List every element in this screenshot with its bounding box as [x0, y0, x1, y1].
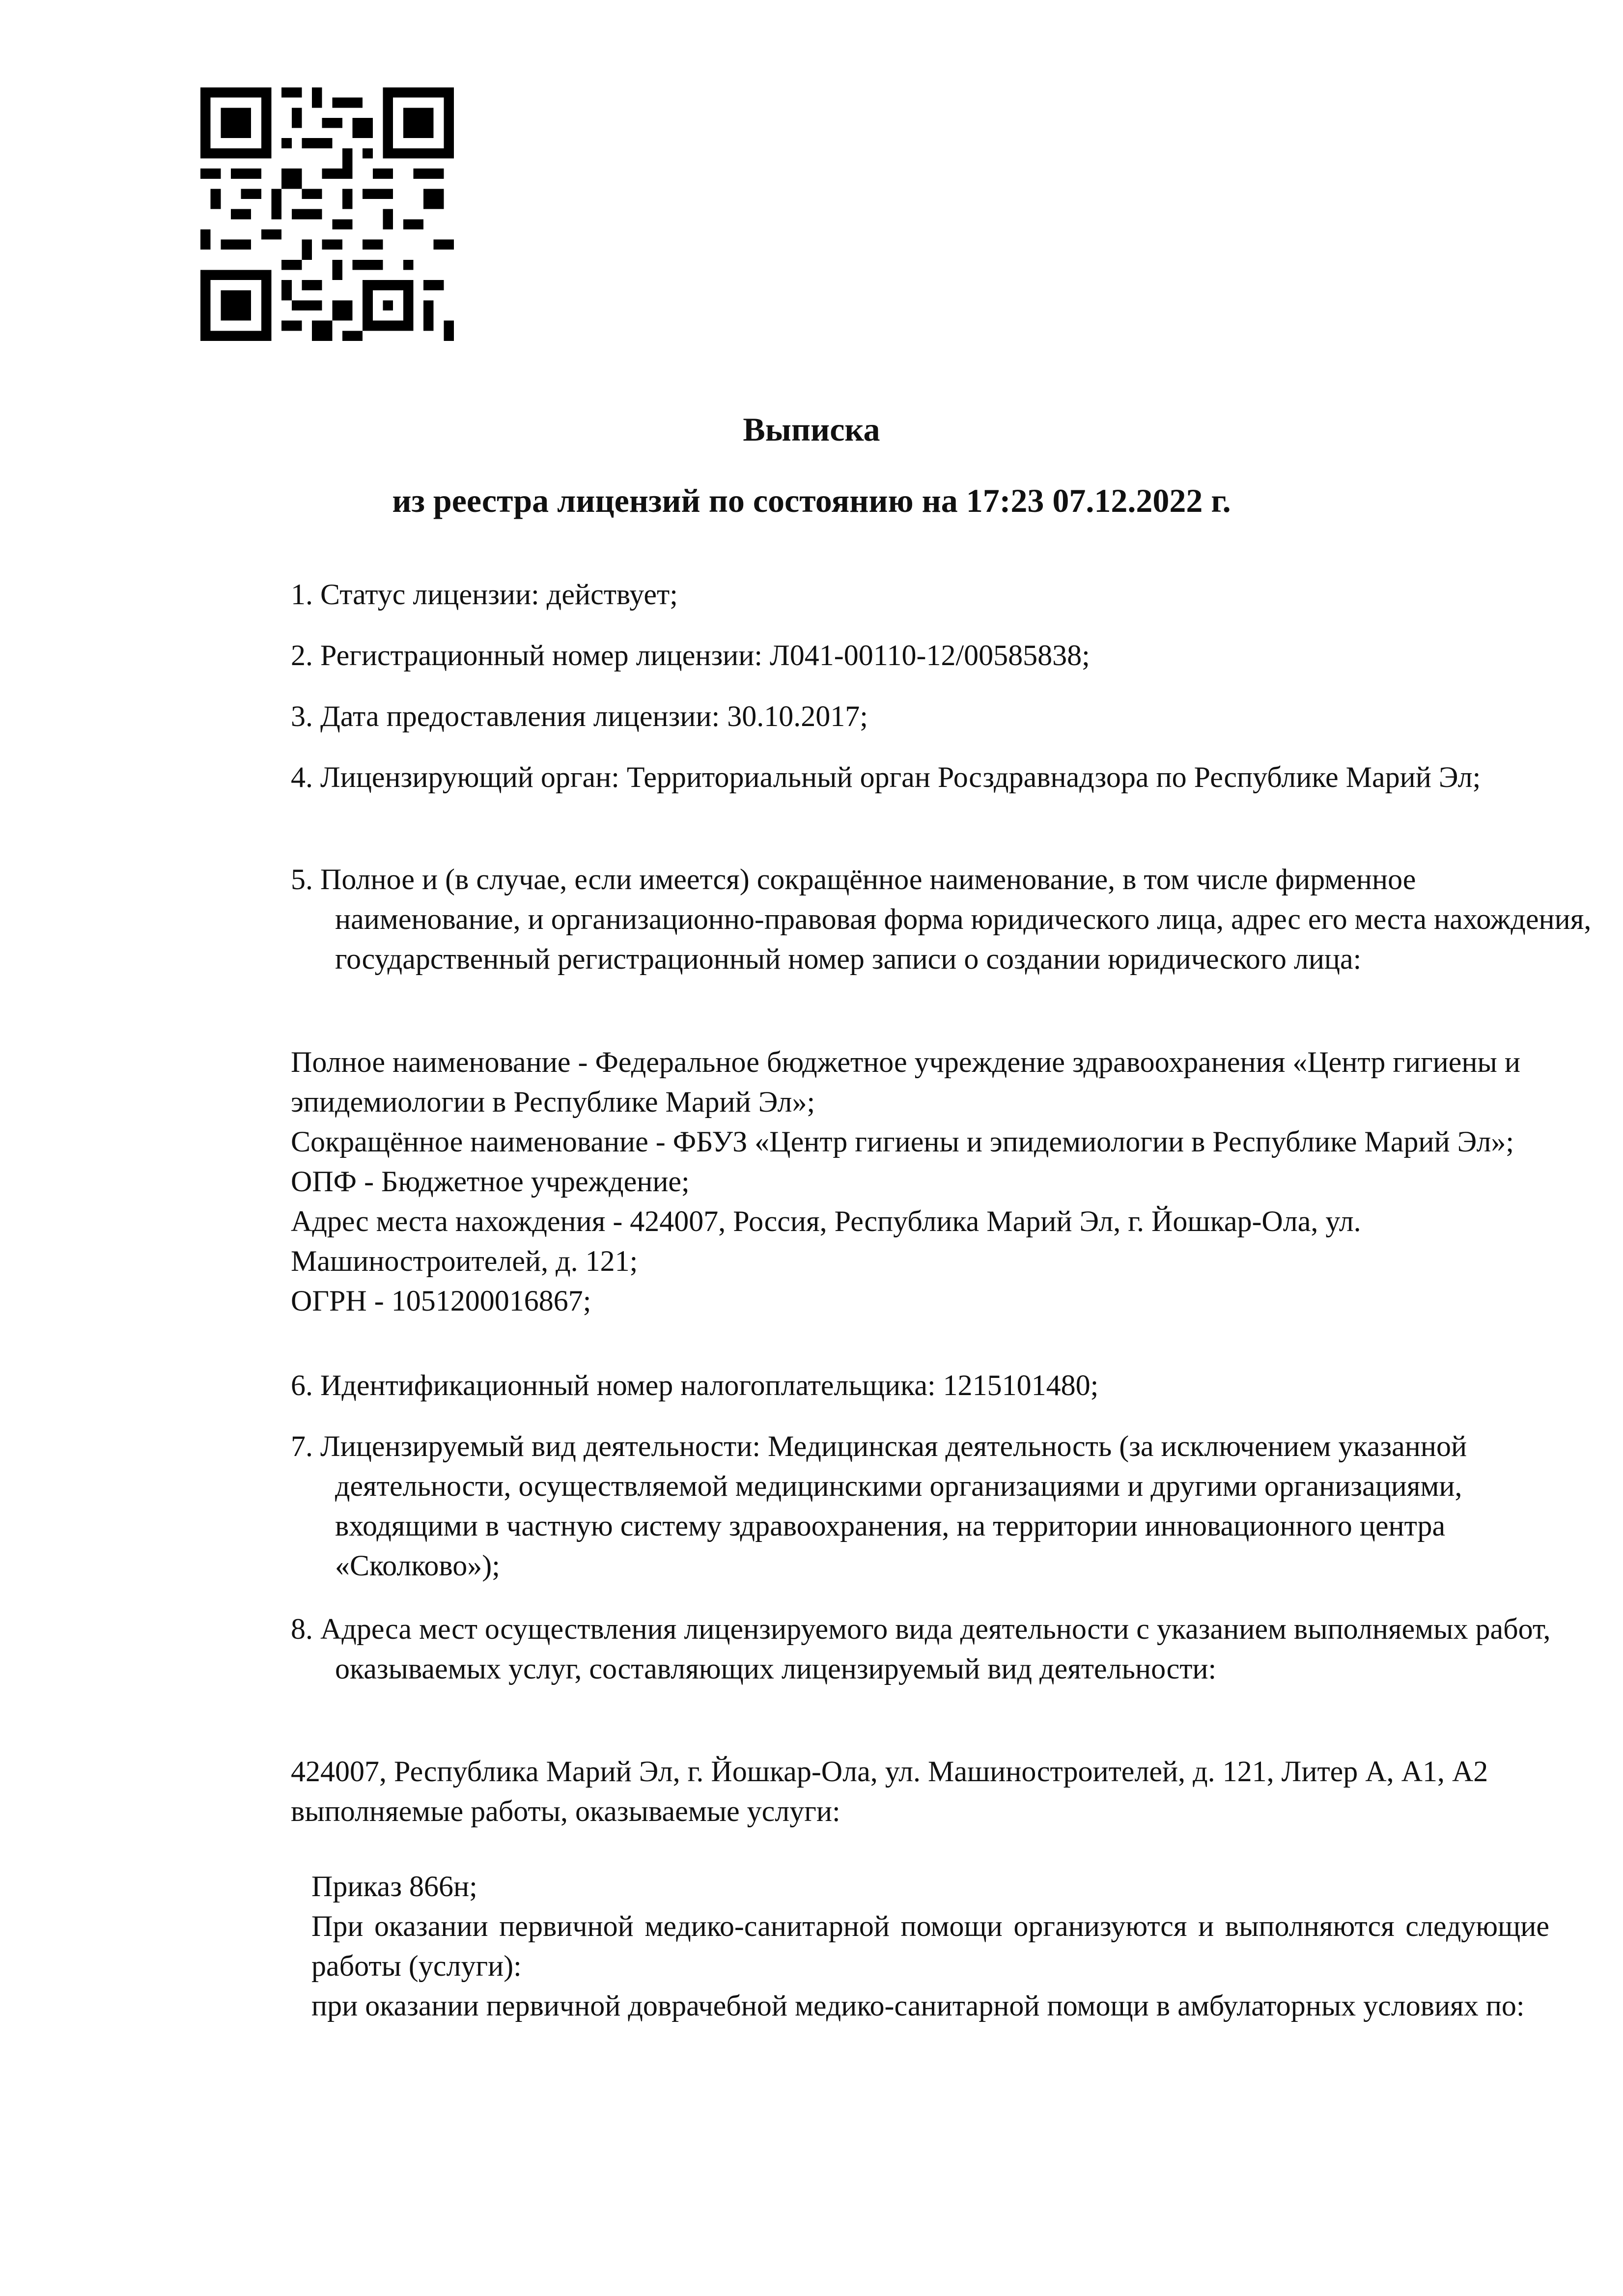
place-works-label: выполняемые работы, оказываемые услуги: [291, 1795, 840, 1827]
org-full-name: Полное наименование - Федеральное бюджетное учреждение здравоохранения «Центр гигиены и эпидемиологии в Республике Марий Эл»; [291, 1046, 1520, 1118]
org-details [291, 1042, 1548, 1321]
document-subtitle: из реестра лицензий по состоянию на 17:23 07.12.2022 г. [392, 482, 1231, 519]
org-address: Адрес места нахождения - 424007, Россия, Республика Марий Эл, г. Йошкар-Ола, ул. Машиностроителей, д. 121; [291, 1205, 1361, 1277]
works-list [311, 1867, 1549, 2026]
item-inn: 6. Идентификационный номер налогоплательщика: 1215101480; [291, 1369, 1099, 1401]
works-primary: При оказании первичной медико-санитарной помощи организуются и выполняются следующие работы (услуги): [311, 1910, 1549, 1982]
org-short-name: Сокращённое наименование - ФБУЗ «Центр гигиены и эпидемиологии в Республике Марий Эл»; [291, 1125, 1514, 1158]
activity-place [291, 1752, 1548, 1831]
org-ogrn: ОГРН - 1051200016867; [291, 1285, 591, 1317]
item-activity-addresses: 8. Адреса мест осуществления лицензируемого вида деятельности с указанием выполняемых работ, оказываемых услуг, составляющих лицензируемый вид деятельности: [291, 1613, 1551, 1685]
place-address: 424007, Республика Марий Эл, г. Йошкар-Ола, ул. Машиностроителей, д. 121, Литер А, А1, А2 [291, 1755, 1488, 1788]
org-opf: ОПФ - Бюджетное учреждение; [291, 1165, 690, 1198]
item-status: 1. Статус лицензии: действует; [291, 578, 678, 611]
works-prehospital: при оказании первичной доврачебной медико-санитарной помощи в амбулаторных условиях по: [311, 1989, 1525, 2022]
document-title: Выписка [743, 411, 880, 448]
qr-code [200, 87, 454, 341]
item-licensing-body: 4. Лицензирующий орган: Территориальный орган Росздравнадзора по Республике Марий Эл; [291, 761, 1481, 793]
works-order: Приказ 866н; [311, 1870, 477, 1903]
item-org-name-heading: 5. Полное и (в случае, если имеется) сокращённое наименование, в том числе фирменное наименование, и организационно-правовая форма юридического лица, адрес его места нахождения, государственный регистрационный номер записи о создании юридического лица: [291, 863, 1592, 975]
item-activity: 7. Лицензируемый вид деятельности: Медицинская деятельность (за исключением указанной деятельности, осуществляемой медицинскими организациями и другими организациями, входящими в частную систему здравоохранения, на территории инновационного центра «Сколково»); [291, 1430, 1467, 1582]
item-reg-number: 2. Регистрационный номер лицензии: Л041-00110-12/00585838; [291, 639, 1090, 672]
item-date: 3. Дата предоставления лицензии: 30.10.2017; [291, 700, 868, 732]
